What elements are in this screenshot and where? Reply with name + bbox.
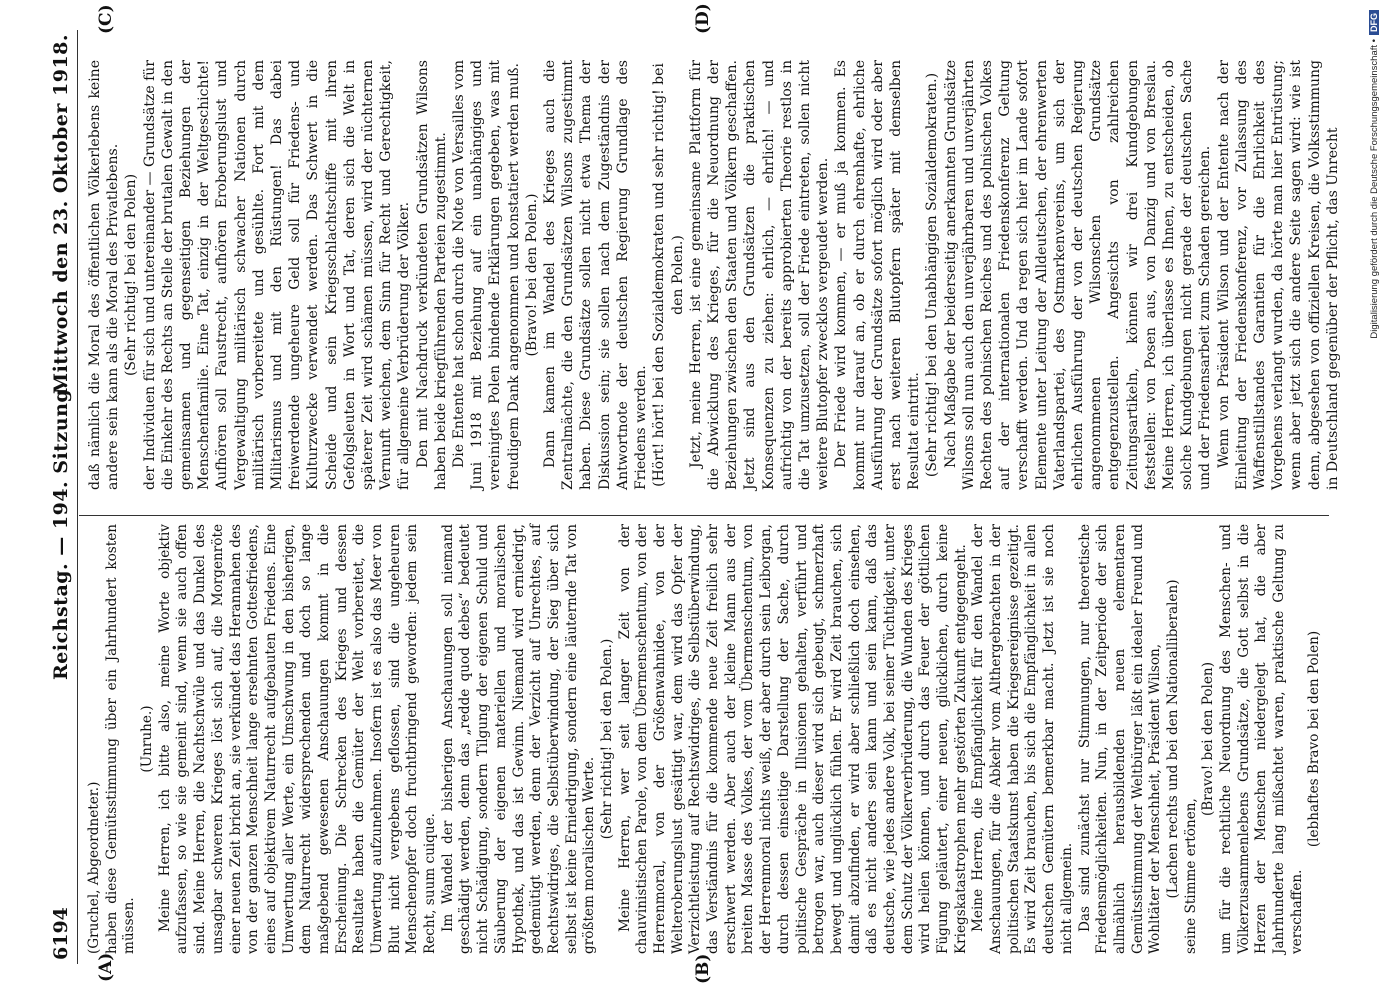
paragraph: Jetzt, meine Herren, ist eine gemeinsame Plattform für die Abwicklung des Krieges, für die Neuordnung der Beziehungen zwischen den Staaten und Völkern geschaffen. Jetzt sind aus den Grundsätzen die praktischen Konsequenzen zu ziehen: ehrlich, — ehrlich! — und aufrichtig von der bereits approbierten Theorie restlos in die Tat umzusetzen, soll der Friede eintreten, sollen nicht weitere Blutopfer zwecklos vergeudet werden. [687, 60, 832, 490]
right-column [86, 60, 1342, 490]
interjection: (Sehr richtig! bei den Unabhängigen Sozialdemokraten.) [924, 72, 941, 478]
paragraph: der Individuen für sich und untereinander — Grundsätze für die Einkehr des Rechts an Stelle der brutalen Gewalt in den gemeinsamen und gegenseitigen Beziehungen der Menschenfamilie. Eine Tat, einzig in der Weltgeschichte! Aufhören soll Faustrecht, aufhören Eroberungslust und Vergewaltigung militärisch schwacher Nationen durch militärisch vorbereitete und gesühlte. Fort mit dem Militarismus und mit den Rüstungen! Das dabei freiwerdende ungeheure Geld soll für Friedens- und Kulturzwecke verwendet werden. Das Schwert in die Scheide und sein Kriegsschlachtschiffe mit ihren Gefolgsleuten in Wort und Tat, deren sich die Welt in späterer Zeit wird schämen müssen, wird der nüchternen Vernunft weichen, dem Sinn für Recht und Gerechtigkeit, für allgemeine Verbrüderung der Völker. [141, 60, 413, 490]
paragraph: Im Wandel der bisherigen Anschauungen soll niemand geschädigt werden, denn das „redde quod debes“ bedeutet nicht Schädigung, sondern Tilgung der eigenen Schuld und Säuberung der eigenen materiellen und moralischen Hypothek, und das ist Gewinn. Niemand wird erniedrigt, gedemütigt werden, denn der Verzicht auf Unrechtes, auf Rechtswidriges, die Selbstüberwindung, der Sieg über sich selbst ist keine Erniedrigung, sondern eine läuternde Tat von größtem moralischen Werte. [439, 524, 598, 954]
interjection: (Bravo! bei den Polen) [1200, 662, 1217, 817]
paragraph: Der Friede wird kommen, — er muß ja kommen. Es kommt nur darauf an, ob er durch ehrenhafte, ehrliche Ausführung der Grundsätze sofort möglich wird oder aber erst nach weiteren Blutopfern später mit demselben Resultat eintritt. [833, 60, 923, 490]
interjection: (Bravo! bei den Polen.) [523, 193, 540, 357]
paragraph: Das sind zunächst nur Stimmungen, nur theoretische Friedensmöglichkeiten. Nun, in der Zeitperiode der sich allmählich herausbildenden neuen elementaren Gemütsstimmung der Weltbürger läßt ein idealer Freund und Wohltäter der Menschheit, Präsident Wilson, [1076, 524, 1164, 954]
interjection: (Sehr richtig! bei den Polen) [123, 173, 140, 377]
paragraph: Wenn von Präsident Wilson und der Entente nach der Einleitung der Friedenskonferenz, vor Zulassung des Waffenstillstandes Garantien für die Ehrlichkeit des Vorgehens verlangt wurden, da hörte man hier Entrüstung; wenn aber jetzt sich die andere Seite sagen wird: wie ist denn, abgesehen von offiziellen Kreisen, die Volksstimmung in Deutschland gegenüber der Pflicht, das Unrecht [1215, 60, 1341, 490]
header-rule [77, 30, 78, 964]
interjection: (Sehr richtig! bei den Polen.) [598, 638, 615, 840]
speaker-line: (Gruchel, Abgeordneter.) [86, 781, 102, 954]
interjection: (lebhaftes Bravo bei den Polen) [1306, 630, 1323, 848]
paragraph: Dann kamen im Wandel des Krieges auch die Zentralmächte, die den Grundsätzen Wilsons zugestimmt haben. Diese Grundsätze sollen nicht etwa Thema der Diskussion sein; sie sollen nach dem Zugeständnis der Antwortnote der deutschen Regierung Grundlage des Friedens werden. [542, 60, 650, 490]
left-column [86, 524, 1324, 954]
page-header [50, 34, 76, 960]
column-divider [79, 515, 1329, 516]
paragraph: um für die rechtliche Neuordnung des Menschen- und Völkerzusammenlebens Grundsätze, die Gott selbst in die Herzen der Menschen niedergelegt hat, die aber Jahrhunderte lang mißachtet waren, praktische Geltung zu verschaffen. [1218, 524, 1305, 954]
margin-letter-c: (C) [96, 4, 116, 34]
margin-letter-a: (A) [96, 952, 116, 982]
paragraph: Den mit Nachdruck verkündeten Grundsätzen Wilsons haben beide kriegführenden Parteien zugestimmt. [414, 60, 449, 490]
interjection: (Hört! hört! bei den Sozialdemokraten und sehr richtig! bei den Polen.) [651, 63, 686, 487]
paragraph: haben diese Gemütsstimmung über ein Jahrhundert kosten müssen. [103, 524, 138, 954]
paragraph: seine Stimme ertönen, [1182, 798, 1199, 954]
session-title: Reichstag. — 194. Sitzung. [50, 381, 72, 680]
paragraph: Meine Herren, die Empfänglichkeit für den Wandel der Anschauungen, für die Abkehr vom Althergebrachten in der politischen Staatskunst haben die Kriegsereignisse gezeitigt. Es wird Zeit brauchen, bis sich die Empfänglichkeit in allen deutschen Gemütern bemerkbar macht. Jetzt ist sie noch nicht allgemein. [970, 524, 1075, 954]
paragraph: Die Entente hat schon durch die Note von Versailles vom Juni 1918 mit Beziehung auf ein unabhängiges und vereinigtes Polen bindende Erklärungen gegeben, was mit freudigem Dank angenommen und konstatiert werden muß. [451, 60, 522, 490]
paragraph: Meine Herren, ich bitte also, meine Worte objektiv aufzufassen, so wie sie gemeint sind, wenn sie auch offen sind. Meine Herren, die Nachtschwüle und das Dunkel des unsagbar schweren Krieges löst sich auf, die Morgenröte einer neuen Zeit bricht an, sie verkündet das Herannahen des von der ganzen Menschheit lange ersehnten Gottesfriedens, eines auf objektivem Naturrecht aufgebauten Friedens. Eine Umwertung aller Werte, ein Umschwung in den bisherigen, dem Naturrecht widersprechenden und doch so lange maßgebend gewesenen Anschauungen kommt in die Erscheinung. Die Schrecken des Krieges und dessen Resultate haben die Gemüter der Welt vorbereitet, die Umwertung aufzunehmen. Insofern ist es also das Meer von Blut nicht vergebens geflossen, sind die ungeheuren Menschenopfer doch fruchtbringend geworden: jedem sein Recht, suum cuique. [156, 524, 439, 954]
paragraph: daß nämlich die Moral des öffentlichen Völkerlebens keine andere sein kann als die Moral des Privatlebens. [87, 60, 122, 490]
interjection: (Lachen rechts und bei den Nationalliberalen) [1164, 579, 1181, 899]
dfg-logo: DFG [1369, 10, 1379, 35]
margin-letter-d: (D) [693, 3, 713, 34]
page-number: 6194 [50, 907, 72, 960]
paragraph: Nach Maßgabe der beiderseitig anerkannten Grundsätze Wilsons soll nun auch den unverjährbaren und unverjährten Rechten des polnischen Reiches und des polnischen Volkes auf der internationalen Friedenskonferenz Geltung verschafft werden. Und da regen sich hier im Lande sofort Elemente unter Leitung der Alldeutschen, der ehrenwerten Vaterlandspartei, des Ostmarkenvereins, um sich der ehrlichen Ausführung der von der deutschen Regierung angenommenen Wilsonschen Grundsätze entgegenzustellen. Angesichts von zahlreichen Zeitungsartikeln, können wir drei Kundgebungen feststellen: von Posen aus, von Danzig und von Breslau. Meine Herren, ich überlasse es Ihnen, zu entscheiden, ob solche Kundgebungen nicht gerade der deutschen Sache und der Friedensarbeit zum Schaden gereichen. [942, 60, 1214, 490]
interjection: (Unruhe.) [139, 705, 156, 773]
digitization-note [1369, 10, 1383, 990]
margin-letter-b: (B) [693, 953, 713, 984]
session-date: Mittwoch den 23. Oktober 1918. [50, 34, 72, 394]
paragraph: Meine Herren, wer seit langer Zeit von der chauvinistischen Parole, von dem Übermenschentum, von der Herrenmoral, von der Größenwahnidee, von der Welteroberungslust gesättigt war, dem wird das Opfer der Verzichtleistung auf Rechtswidriges, die Selbstüberwindung, das Verständnis für die kommende neue Zeit freilich sehr erschwert werden. Aber auch der kleine Mann aus der breiten Masse des Volkes, der vom Übermenschentum, von der Herrenmoral nichts weiß, der aber durch sein Leiborgan, durch dessen einseitige Darstellung der Sache, durch politische Gespräche in Illusionen gehalten, verführt und betrogen war, auch dieser wird sich gebeugt, schmerzhaft bewegt und unglücklich fühlen. Er wird Zeit brauchen, sich damit abzufinden, er wird aber schließlich doch einsehen, daß es nicht anders sein kann und sein kann, daß das deutsche, wie jedes andere Volk, bei seiner Tüchtigkeit, unter dem Schutz der Völkerverbrüderung, die Wunden des Krieges wird heilen können, und durch das Feuer der göttlichen Fügung geläutert, einer neuen, glücklichen, durch keine Kriegskatastrophen mehr gestörten Zukunft entgegengeht. [616, 524, 969, 954]
digitization-text: Digitalisierung gefördert durch die Deutsche Forschungsgemeinschaft • [1369, 39, 1380, 339]
